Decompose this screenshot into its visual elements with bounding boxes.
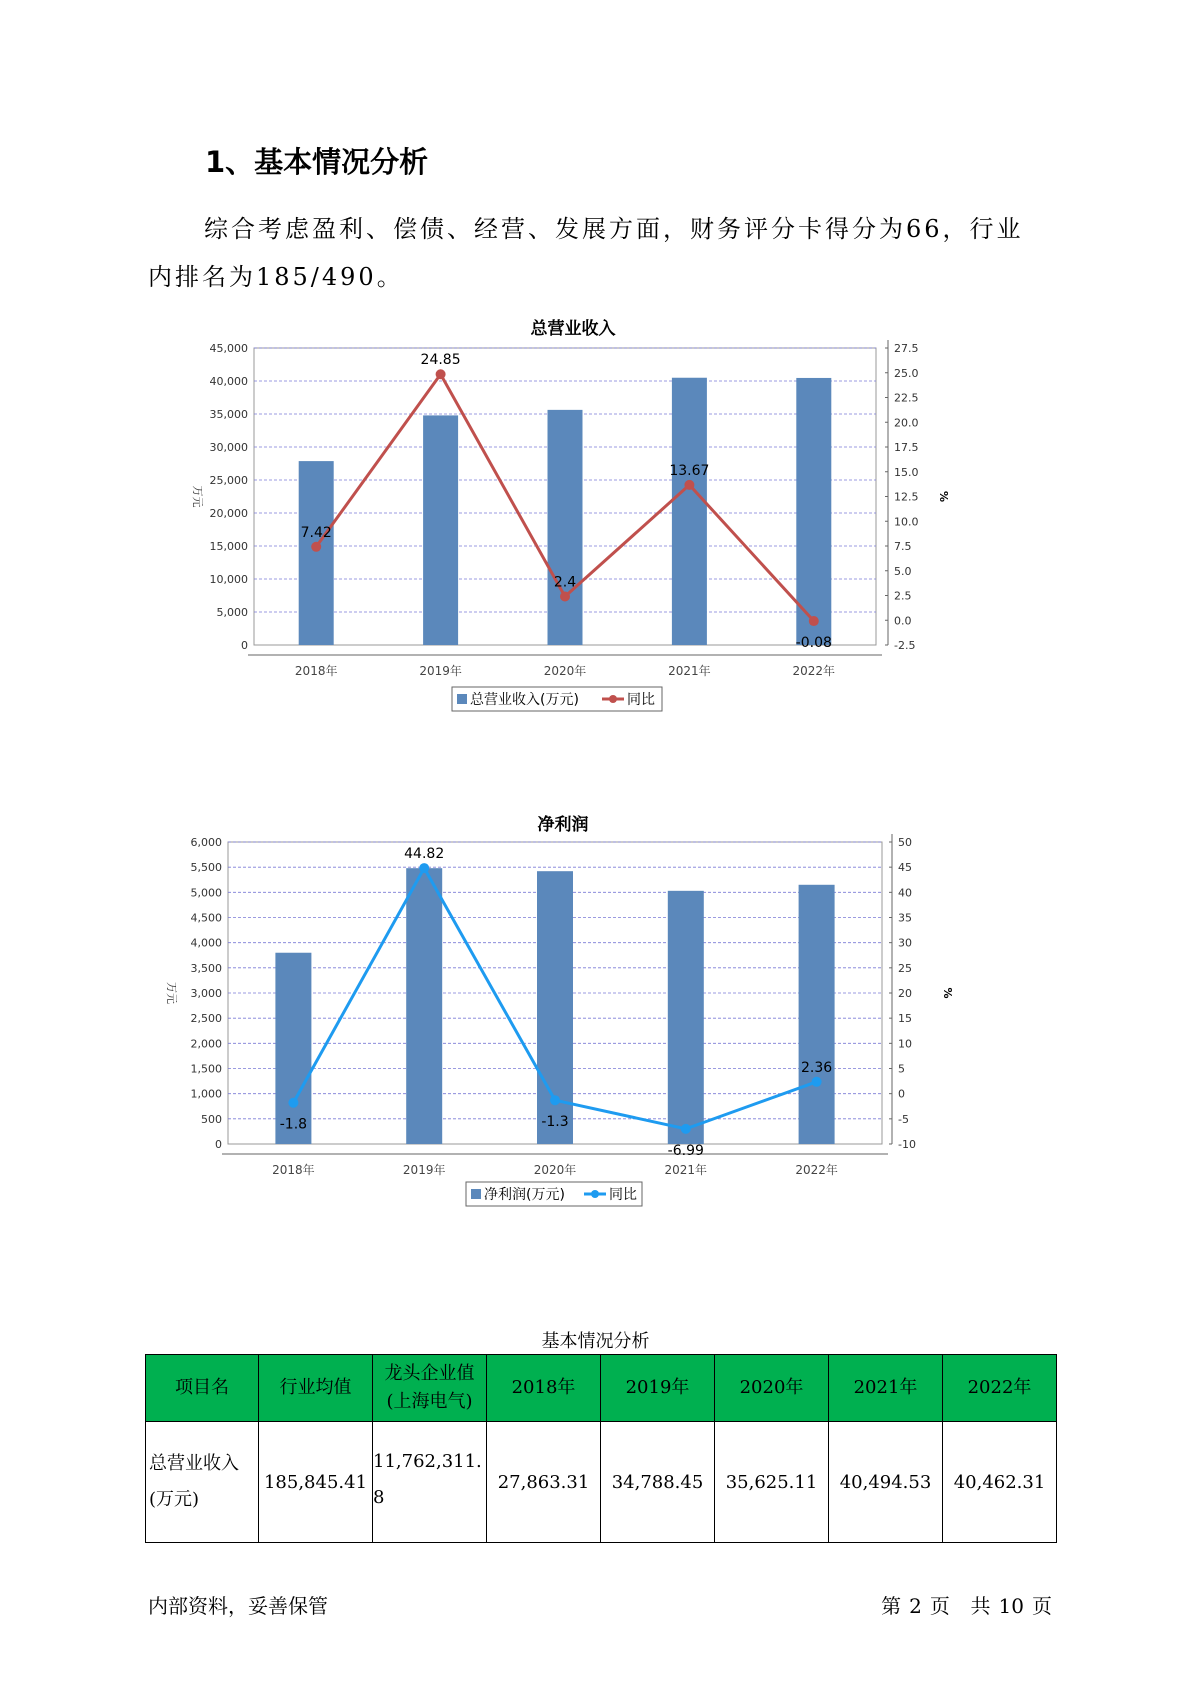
page-unit: 页 — [929, 1594, 950, 1618]
y-tick-label: 40,000 — [209, 375, 248, 388]
y-axis-label: 万元 — [191, 485, 204, 508]
bar — [799, 885, 835, 1144]
header-cell: 龙头企业值(上海电气) — [373, 1355, 487, 1422]
y-tick-label: 1,000 — [190, 1087, 222, 1101]
section-heading: 1、基本情况分析 — [205, 145, 429, 179]
bar — [672, 378, 707, 645]
total-unit: 页 — [1032, 1594, 1052, 1618]
total-prefix: 共 — [970, 1594, 991, 1618]
data-label: -0.08 — [795, 635, 832, 652]
y-tick-label: 15,000 — [209, 540, 248, 553]
y2-tick-label: 25 — [898, 961, 912, 975]
y2-tick-label: 20 — [898, 987, 912, 1000]
page-prefix: 第 — [881, 1594, 902, 1618]
legend-label: 同比 — [627, 692, 655, 708]
y-tick-label: 6,000 — [190, 836, 222, 849]
legend-label: 总营业收入(万元) — [470, 692, 579, 708]
legend-swatch — [471, 1189, 481, 1199]
table-row — [146, 1422, 1057, 1543]
y2-tick-label: 7.5 — [894, 540, 912, 553]
header-cell: 2018年 — [487, 1355, 601, 1422]
data-label: 13.67 — [669, 462, 710, 479]
table-header-row — [146, 1355, 1057, 1422]
y2-axis-label: % — [937, 490, 950, 503]
table-cell: 34,788.45 — [601, 1422, 715, 1543]
bar — [299, 461, 334, 645]
y2-tick-label: 5.0 — [894, 564, 912, 578]
x-tick-label: 2020年 — [533, 1163, 577, 1177]
bar — [275, 953, 311, 1144]
data-label: 2.4 — [553, 574, 577, 591]
data-label: 2.36 — [801, 1059, 833, 1076]
legend-swatch — [457, 694, 467, 704]
header-cell: 2019年 — [601, 1355, 715, 1422]
table-cell: 35,625.11 — [715, 1422, 829, 1543]
chart-title: 净利润 — [537, 815, 589, 835]
y2-tick-label: 15 — [898, 1012, 912, 1026]
y-tick-label: 0 — [241, 639, 248, 652]
x-tick-label: 2018年 — [272, 1163, 315, 1177]
x-tick-label: 2022年 — [795, 1163, 838, 1177]
analysis-table — [145, 1354, 1057, 1543]
line-point — [681, 1124, 691, 1134]
y-tick-label: 1,500 — [190, 1062, 222, 1076]
y2-tick-label: 0 — [898, 1087, 905, 1101]
table-cell: 11,762,311.8 — [373, 1422, 487, 1543]
y2-tick-label: 10 — [898, 1037, 912, 1051]
y2-tick-label: 35 — [898, 911, 912, 925]
data-label: -1.3 — [541, 1114, 569, 1131]
table-cell: 185,845.41 — [259, 1422, 373, 1543]
y2-tick-label: 27.5 — [894, 342, 919, 355]
footer-confidential: 内部资料，妥善保管 — [148, 1594, 328, 1618]
x-tick-label: 2020年 — [543, 664, 587, 678]
y2-tick-label: 2.5 — [894, 589, 912, 603]
chart-legend — [452, 687, 662, 711]
y-tick-label: 5,000 — [216, 606, 248, 619]
line-point — [809, 616, 819, 626]
x-tick-label: 2022年 — [792, 664, 836, 678]
y2-tick-label: 22.5 — [894, 391, 919, 405]
legend-marker — [591, 1190, 599, 1198]
y2-tick-label: 50 — [898, 836, 912, 849]
bar — [406, 868, 442, 1144]
y-tick-label: 5,500 — [190, 861, 222, 875]
data-label: -1.8 — [279, 1116, 308, 1133]
x-tick-label: 2019年 — [419, 664, 462, 678]
y2-tick-label: -10 — [898, 1138, 916, 1151]
line-point — [436, 369, 446, 379]
x-tick-label: 2021年 — [664, 1163, 708, 1177]
net-profit-chart — [165, 815, 976, 1281]
y-axis-label: 万元 — [165, 982, 178, 1004]
chart-title: 总营业收入 — [530, 319, 616, 339]
y2-tick-label: 25.0 — [894, 366, 919, 380]
line-point — [560, 591, 570, 601]
data-label: 7.42 — [300, 524, 332, 541]
bar — [423, 415, 458, 645]
y-tick-label: 500 — [201, 1112, 222, 1126]
revenue-chart — [176, 320, 976, 774]
y-tick-label: 2,000 — [190, 1037, 222, 1051]
legend-label: 净利润(万元) — [484, 1187, 565, 1203]
y-tick-label: 3,000 — [190, 987, 222, 1000]
y2-axis-label: % — [941, 987, 954, 999]
y-tick-label: 20,000 — [209, 507, 248, 520]
y-tick-label: 4,000 — [190, 936, 222, 950]
total-no: 10 — [998, 1594, 1024, 1618]
data-label: -6.99 — [667, 1142, 704, 1159]
y2-tick-label: 12.5 — [894, 490, 919, 504]
table-cell: 27,863.31 — [487, 1422, 601, 1543]
x-tick-label: 2019年 — [402, 1163, 446, 1177]
y-tick-label: 25,000 — [209, 474, 248, 487]
chart-legend — [466, 1182, 642, 1206]
y2-tick-label: 15.0 — [894, 465, 919, 479]
y-tick-label: 0 — [215, 1138, 222, 1151]
header-cell: 2021年 — [829, 1355, 943, 1422]
y-tick-label: 35,000 — [209, 408, 248, 421]
y2-tick-label: 20.0 — [894, 416, 919, 430]
y-tick-label: 3,500 — [190, 961, 222, 975]
table-cell: 40,494.53 — [829, 1422, 943, 1543]
y2-tick-label: -2.5 — [894, 639, 916, 652]
header-cell: 项目名 — [146, 1355, 259, 1422]
table-cell: 总营业收入(万元) — [146, 1422, 259, 1543]
y2-tick-label: 10.0 — [894, 515, 919, 529]
y-tick-label: 2,500 — [190, 1012, 222, 1026]
x-tick-label: 2021年 — [668, 664, 711, 678]
revenue-chart-svg — [176, 320, 976, 770]
page-no: 2 — [909, 1594, 922, 1618]
line-point — [288, 1098, 298, 1108]
legend-label: 同比 — [609, 1187, 637, 1203]
data-label: 44.82 — [404, 846, 445, 863]
line-point — [550, 1095, 560, 1105]
y2-tick-label: -5 — [898, 1112, 909, 1126]
y2-tick-label: 17.5 — [894, 441, 919, 454]
bar — [796, 378, 831, 645]
header-cell: 2020年 — [715, 1355, 829, 1422]
data-label: 24.85 — [420, 352, 461, 369]
y-tick-label: 10,000 — [209, 573, 248, 586]
header-cell: 2022年 — [943, 1355, 1057, 1422]
header-cell: 行业均值 — [259, 1355, 373, 1422]
footer-page-number — [877, 1590, 1056, 1619]
y2-tick-label: 0.0 — [894, 614, 912, 628]
summary-paragraph: 综合考虑盈利、偿债、经营、发展方面，财务评分卡得分为66，行业内排名为185/490。 — [148, 215, 1024, 291]
line-point — [419, 863, 429, 873]
y2-tick-label: 40 — [898, 886, 912, 900]
legend-marker — [609, 695, 617, 703]
line-point — [812, 1077, 822, 1087]
y-tick-label: 5,000 — [190, 886, 222, 900]
table-caption: 基本情况分析 — [541, 1331, 650, 1352]
y2-tick-label: 5 — [898, 1062, 905, 1076]
y2-tick-label: 45 — [898, 861, 912, 875]
line-point — [684, 480, 694, 490]
net-profit-chart-svg — [165, 815, 976, 1277]
y-tick-label: 45,000 — [209, 342, 248, 355]
x-tick-label: 2018年 — [294, 664, 338, 678]
y2-tick-label: 30 — [898, 936, 912, 950]
line-point — [311, 542, 321, 552]
table-cell: 40,462.31 — [943, 1422, 1057, 1543]
bar — [548, 410, 583, 645]
bar — [668, 891, 704, 1144]
y-tick-label: 4,500 — [190, 911, 222, 925]
y-tick-label: 30,000 — [209, 441, 248, 454]
